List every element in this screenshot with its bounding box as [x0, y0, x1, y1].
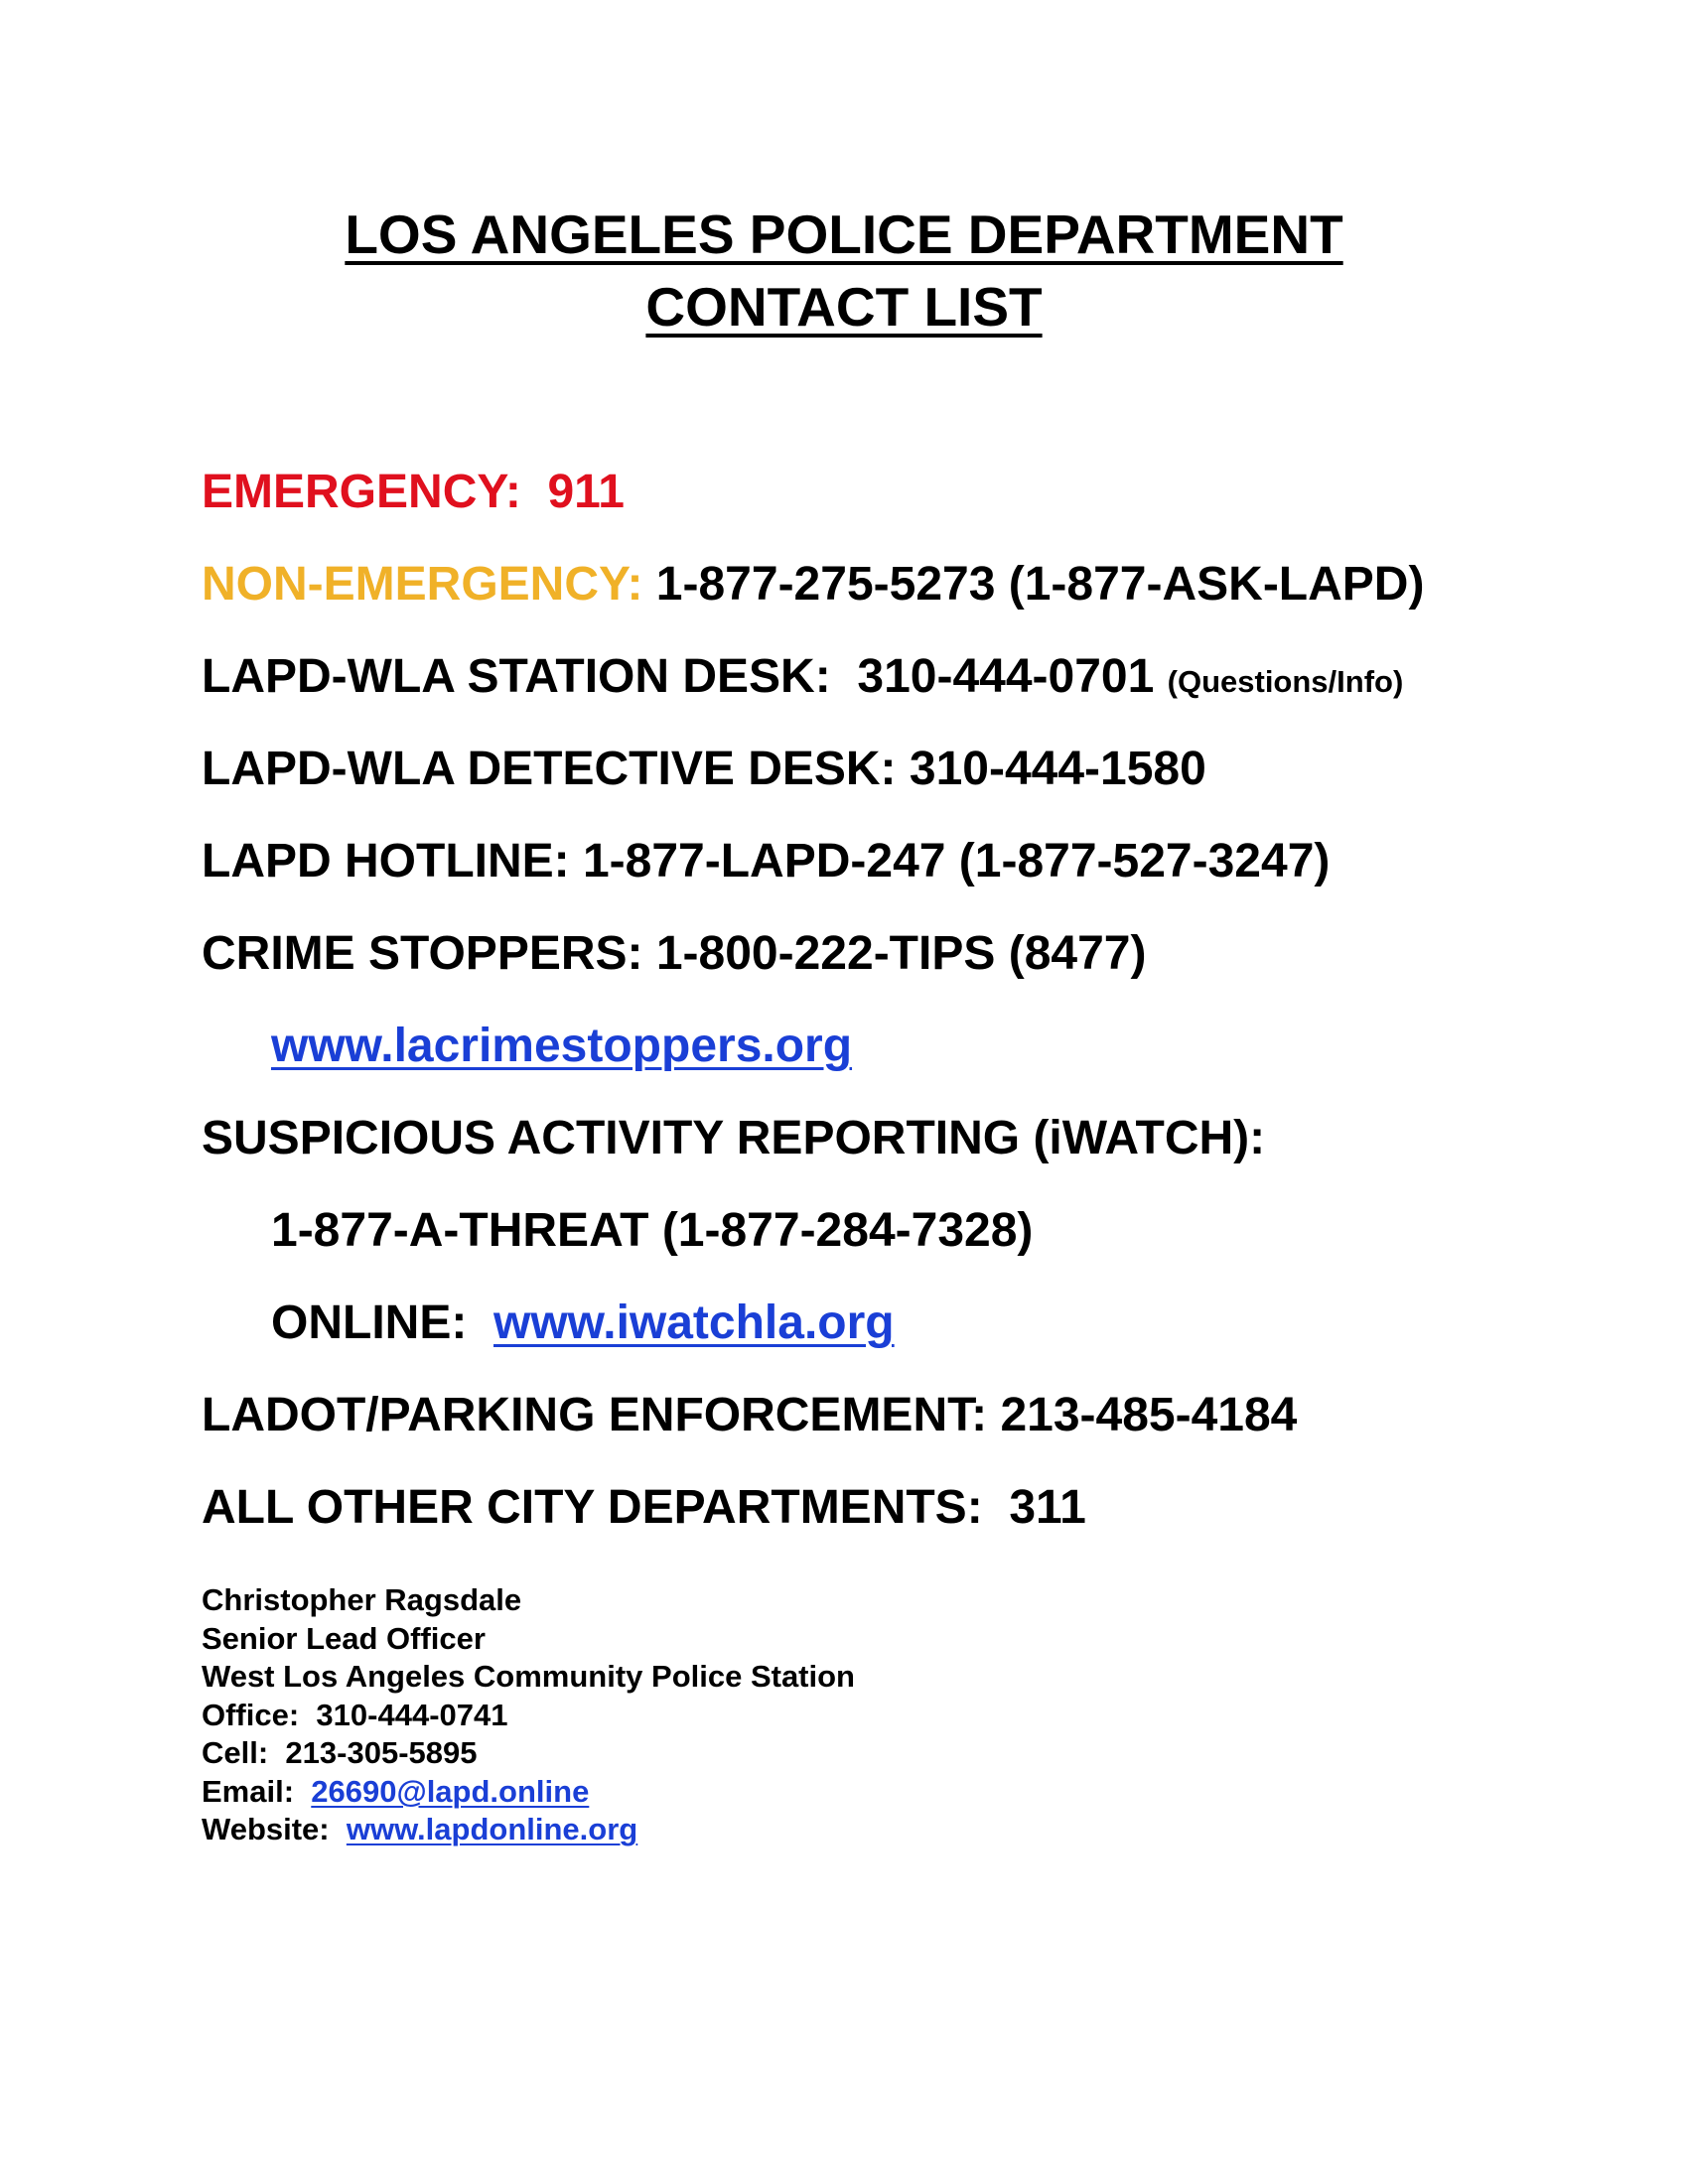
ladot-label: LADOT/PARKING ENFORCEMENT: — [202, 1389, 988, 1441]
emergency-number: 911 — [547, 466, 625, 518]
title-line-1: LOS ANGELES POLICE DEPARTMENT — [345, 204, 1343, 265]
website-label: Website: — [202, 1812, 330, 1846]
suspicious-activity-phone-line — [271, 1201, 1033, 1261]
website-link[interactable]: www.lapdonline.org — [346, 1812, 638, 1846]
officer-cell-line — [202, 1734, 855, 1773]
emergency-label: EMERGENCY: — [202, 466, 521, 518]
office-number: 310-444-0741 — [316, 1697, 508, 1732]
email-link[interactable]: 26690@lapd.online — [311, 1773, 590, 1809]
non-emergency-number: 1-877-275-5273 (1-877-ASK-LAPD) — [655, 558, 1425, 611]
ladot-number: 213-485-4184 — [1000, 1389, 1298, 1441]
crime-stoppers-line — [202, 924, 1146, 984]
detective-desk-label: LAPD-WLA DETECTIVE DESK: — [202, 743, 897, 795]
hotline-number: 1-877-LAPD-247 (1-877-527-3247) — [582, 835, 1331, 887]
cell-label: Cell: — [202, 1735, 269, 1770]
other-city-line — [202, 1478, 1086, 1538]
detective-desk-number: 310-444-1580 — [909, 743, 1206, 795]
suspicious-activity-online-line — [271, 1294, 895, 1353]
suspicious-activity-online-label: ONLINE: — [271, 1297, 468, 1349]
crime-stoppers-number: 1-800-222-TIPS (8477) — [655, 927, 1147, 980]
officer-name: Christopher Ragsdale — [202, 1582, 522, 1617]
email-label: Email: — [202, 1773, 295, 1809]
other-city-label: ALL OTHER CITY DEPARTMENTS: — [202, 1481, 983, 1534]
suspicious-activity-line — [202, 1109, 1265, 1168]
officer-station: West Los Angeles Community Police Station — [202, 1659, 855, 1694]
station-desk-line — [202, 647, 1403, 712]
office-label: Office: — [202, 1697, 300, 1732]
officer-website-line — [202, 1811, 855, 1849]
officer-email-line — [202, 1773, 855, 1812]
crime-stoppers-label: CRIME STOPPERS: — [202, 927, 643, 980]
station-desk-label: LAPD-WLA STATION DESK: — [202, 650, 831, 703]
cell-number: 213-305-5895 — [285, 1735, 478, 1770]
other-city-number: 311 — [1009, 1481, 1086, 1534]
non-emergency-label: NON-EMERGENCY: — [202, 558, 643, 611]
officer-contact-block — [202, 1581, 855, 1849]
suspicious-activity-label: SUSPICIOUS ACTIVITY REPORTING (iWATCH): — [202, 1112, 1266, 1164]
station-desk-number: 310-444-0701 — [857, 650, 1155, 703]
crime-stoppers-link-line — [271, 1017, 852, 1076]
hotline-line — [202, 832, 1330, 891]
detective-desk-line — [202, 740, 1206, 799]
title-line-2: CONTACT LIST — [645, 276, 1043, 338]
hotline-label: LAPD HOTLINE: — [202, 835, 570, 887]
non-emergency-line — [202, 555, 1424, 614]
suspicious-activity-phone: 1-877-A-THREAT (1-877-284-7328) — [271, 1204, 1034, 1257]
emergency-line — [202, 463, 625, 522]
crime-stoppers-link[interactable]: www.lacrimestoppers.org — [271, 1020, 853, 1072]
station-desk-note: (Questions/Info) — [1167, 664, 1404, 699]
officer-office-line — [202, 1697, 855, 1735]
ladot-line — [202, 1386, 1297, 1445]
officer-role: Senior Lead Officer — [202, 1620, 486, 1656]
contact-list — [202, 0, 1651, 2184]
iwatch-link[interactable]: www.iwatchla.org — [493, 1297, 895, 1349]
